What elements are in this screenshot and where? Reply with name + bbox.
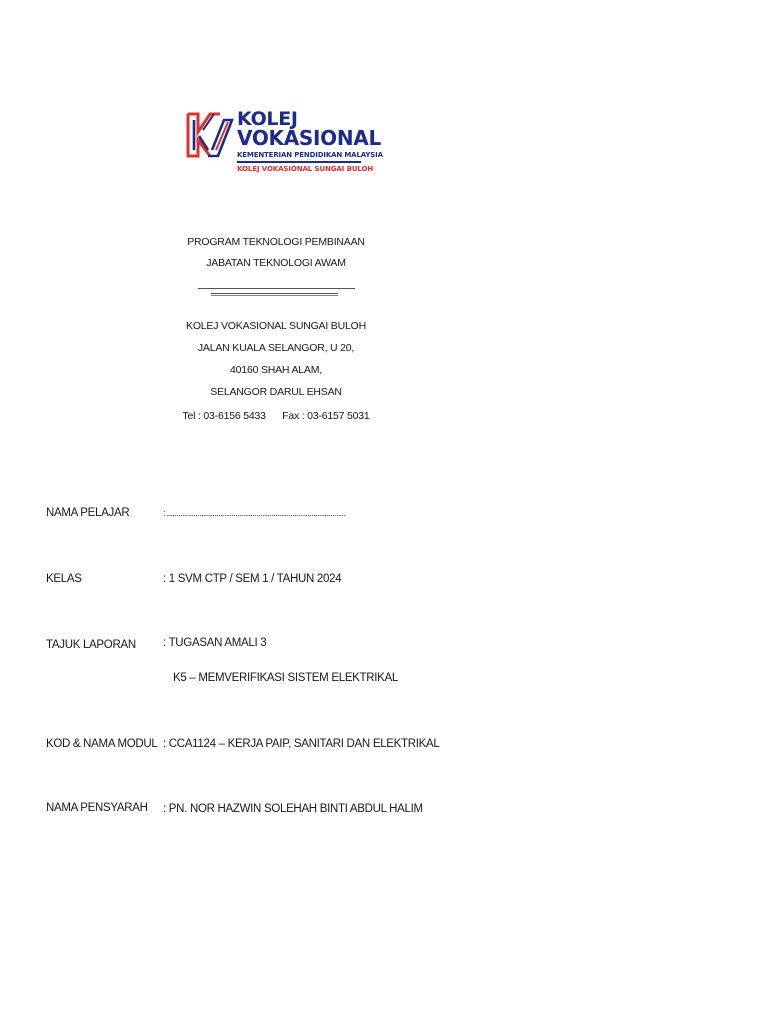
report-title-label: TAJUK LAPORAN xyxy=(46,639,136,651)
class-label: KELAS xyxy=(46,573,82,585)
report-title-value: : TUGASAN AMALI 3 xyxy=(163,637,267,649)
address-line-1: KOLEJ VOKASIONAL SUNGAI BULOH xyxy=(186,320,366,332)
program-name: PROGRAM TEKNOLOGI PEMBINAAN xyxy=(187,236,365,248)
logo-title-kolej: KOLEJ xyxy=(237,108,298,130)
address-line-4: SELANGOR DARUL EHSAN xyxy=(210,386,342,398)
logo-ministry: KEMENTERIAN PENDIDIKAN MALAYSIA xyxy=(237,151,383,159)
student-name-label: NAMA PELAJAR xyxy=(46,507,130,519)
report-title-subtitle: K5 – MEMVERIFIKASI SISTEM ELEKTRIKAL xyxy=(173,672,399,684)
department-name: JABATAN TEKNOLOGI AWAM xyxy=(206,257,346,269)
student-name-blank: : .............................................................................................. xyxy=(163,508,346,518)
logo-divider xyxy=(237,161,361,163)
module-value: : CCA1124 – KERJA PAIP, SANITARI DAN ELEKTRIKAL xyxy=(163,738,440,750)
contact-numbers: Tel : 03-6156 5433 Fax : 03-6157 5031 xyxy=(182,410,370,422)
college-logo xyxy=(186,108,383,180)
logo-title-vokasional: VOKASIONAL xyxy=(237,126,381,150)
college-address xyxy=(176,320,376,430)
program-header xyxy=(176,236,376,276)
divider-line xyxy=(211,295,338,296)
divider-line xyxy=(198,288,355,289)
kv-emblem-icon xyxy=(186,110,236,162)
logo-branch: KOLEJ VOKASIONAL SUNGAI BULOH xyxy=(237,165,374,173)
address-line-2: JALAN KUALA SELANGOR, U 20, xyxy=(197,342,355,354)
address-line-3: 40160 SHAH ALAM, xyxy=(230,364,322,376)
module-label: KOD & NAMA MODUL xyxy=(46,738,158,750)
divider-line xyxy=(211,293,338,294)
lecturer-value: : PN. NOR HAZWIN SOLEHAH BINTI ABDUL HALIM xyxy=(163,803,423,815)
class-value: : 1 SVM CTP / SEM 1 / TAHUN 2024 xyxy=(163,573,342,585)
lecturer-label: NAMA PENSYARAH xyxy=(46,802,148,814)
